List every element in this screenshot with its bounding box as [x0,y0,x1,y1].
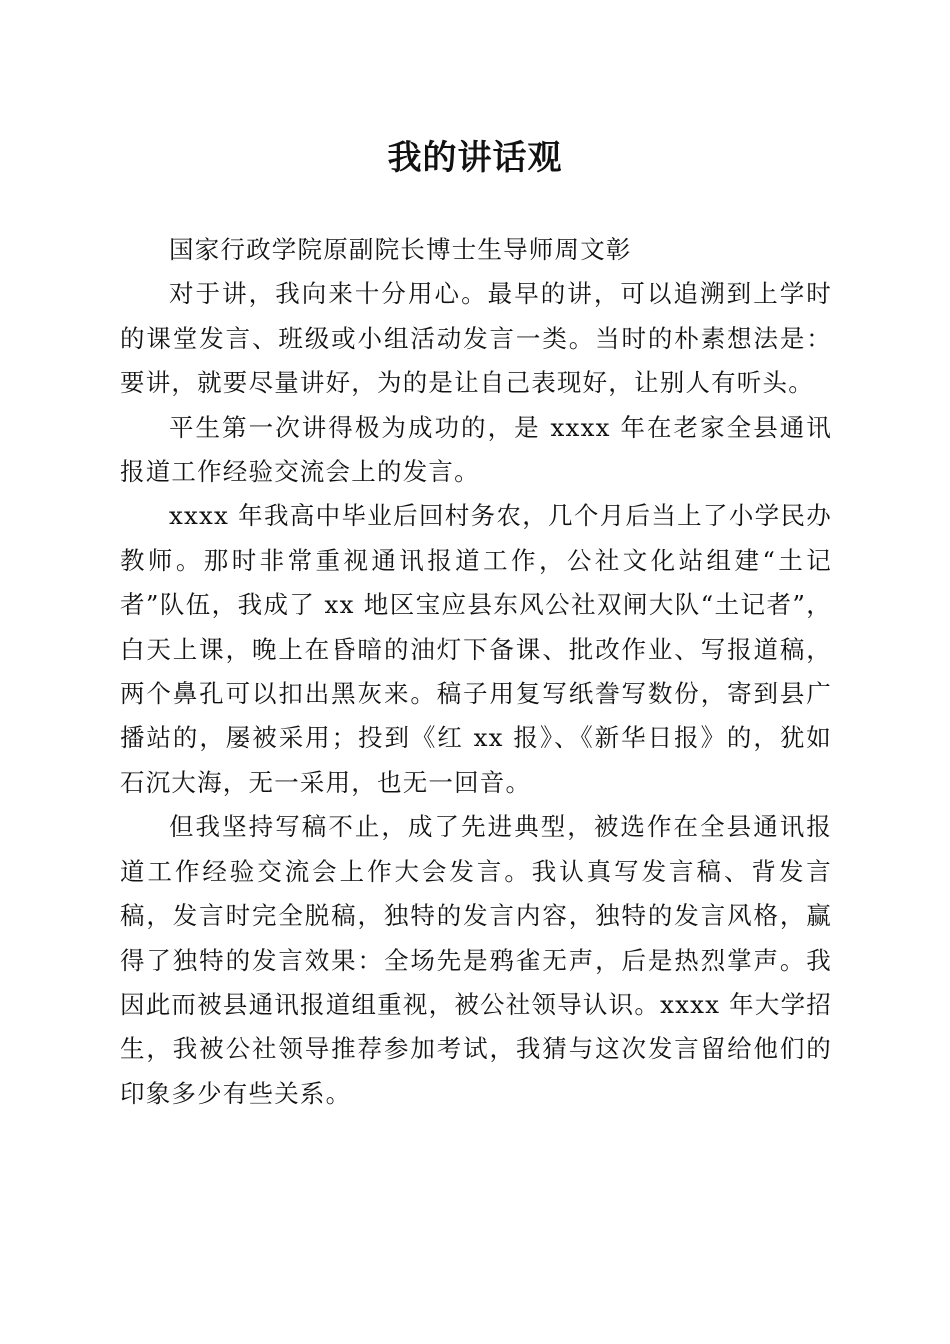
paragraph: 但我坚持写稿不止，成了先进典型，被选作在全县通讯报道工作经验交流会上作大会发言。我认真写发言稿、背发言稿，发言时完全脱稿，独特的发言内容，独特的发言风格，赢得了独特的发言效果：全场先是鸦雀无声，后是热烈掌声。我因此而被县通讯报道组重视，被公社领导认识。xxxx 年大学招生，我被公社领导推荐参加考试，我猜与这次发言留给他们的印象多少有些关系。 [120,812,832,1108]
document-body [120,228,832,1116]
paragraph: 对于讲，我向来十分用心。最早的讲，可以追溯到上学时的课堂发言、班级或小组活动发言一类。当时的朴素想法是：要讲，就要尽量讲好，为的是让自己表现好，让别人有听头。 [120,279,832,398]
author-line: 国家行政学院原副院长博士生导师周文彰 [169,235,632,264]
document-title: 我的讲话观 [387,138,563,178]
paragraph: xxxx 年我高中毕业后回村务农，几个月后当上了小学民办教师。那时非常重视通讯报道工作，公社文化站组建“土记者”队伍，我成了 xx 地区宝应县东风公社双闸大队“土记者”，白天上课，晚上在昏暗的油灯下备课、批改作业、写报道稿，两个鼻孔可以扣出黑灰来。稿子用复写纸誊写数份，寄到县广播站的，屡被采用；投到《红 xx 报》、《新华日报》的，犹如石沉大海，无一采用，也无一回音。 [120,501,832,797]
paragraph: 平生第一次讲得极为成功的，是 xxxx 年在老家全县通讯报道工作经验交流会上的发言。 [120,412,832,487]
